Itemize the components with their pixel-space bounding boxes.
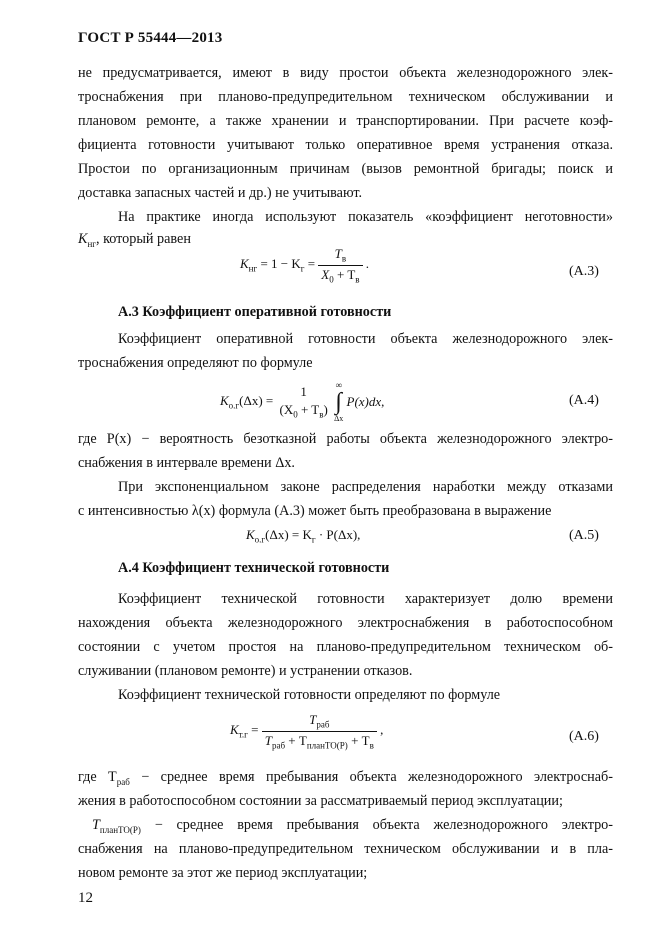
formula-text: .: [365, 256, 370, 272]
formula-subscript: в: [341, 253, 347, 264]
formula-text: + T: [297, 402, 320, 418]
section-heading: А.4 Коэффициент технической готовности: [118, 560, 390, 576]
formula-subscript: г: [300, 263, 305, 274]
formula-text: P(x)dx: [346, 394, 382, 409]
formula-subscript: раб: [316, 719, 330, 730]
text-line: Коэффициент технической готовности определяют по формуле: [118, 687, 501, 703]
formula-subscript: в: [319, 409, 324, 420]
formula-text: ,: [381, 394, 385, 409]
text-line: На практике иногда используют показатель «коэффициент неготовности»: [118, 209, 613, 225]
formula-subscript: в: [355, 274, 360, 285]
formula-symbol: K: [246, 527, 255, 542]
text-line: [92, 816, 613, 839]
text-line: не предусматривается, имеют в виду простои объекта железнодорожного элек-: [78, 65, 613, 81]
formula-text: (X: [279, 402, 294, 418]
text-line: где P(x) − вероятность безотказной работы объекта железнодорожного электро-: [78, 431, 613, 447]
integral-lower: Δx: [334, 414, 344, 423]
formula-symbol: T: [264, 732, 272, 748]
integral-upper: ∞: [335, 380, 342, 390]
text-line: плановом ремонте, а также хранении и транспортировании. При расчете коэф-: [78, 113, 613, 129]
text-line: новом ремонте за этот же период эксплуатации;: [78, 865, 368, 881]
k-symbol: K: [78, 231, 88, 247]
formula-text: + T: [285, 732, 307, 748]
formula-symbol: T: [334, 246, 342, 261]
text-line: состоянии с учетом простоя на планово-предупредительном техническом об-: [78, 639, 613, 655]
formula-a5: [246, 527, 360, 545]
text-line: фициента готовности учитывают только оперативное время устранения отказа.: [78, 137, 613, 153]
formula-subscript: г: [311, 534, 316, 545]
text-line: жения в работоспособном состоянии за рассматриваемый период эксплуатации;: [78, 793, 563, 809]
text-line: троснабжения определяют по формуле: [78, 355, 313, 371]
formula-subscript: в: [369, 740, 374, 751]
formula-subscript: 0: [293, 409, 298, 420]
formula-text: = 1 − K: [257, 256, 301, 272]
integral-sign: ∞ ∫ Δx: [334, 380, 344, 423]
formula-a4: [220, 380, 384, 424]
text-subscript: планТО(Р): [99, 824, 141, 835]
text-line: доставка запасных частей и др.) не учитывают.: [78, 185, 363, 201]
formula-text: (Δx) =: [239, 393, 274, 409]
formula-text: + T: [333, 266, 356, 282]
text-line: Простои по организационным причинам (вызов ремонтной бригады; поиск и: [78, 161, 613, 177]
formula-number: (А.6): [569, 729, 599, 744]
formula-text: =: [304, 256, 319, 272]
formula-text: ,: [380, 722, 384, 738]
k-subscript: нг: [87, 238, 96, 249]
formula-a3: [240, 246, 369, 284]
formula-symbol: K: [220, 393, 229, 409]
text-line: нахождения объекта железнодорожного электроснабжения в работоспособном: [78, 615, 613, 631]
text-fragment: где T: [78, 769, 117, 785]
formula-subscript: о.г: [254, 534, 266, 545]
text-line: служивании (плановом ремонте) и устранении отказов.: [78, 663, 413, 679]
formula-a6: [230, 712, 383, 750]
formula-number: (А.4): [569, 393, 599, 408]
formula-subscript: о.г: [228, 400, 240, 411]
text-fragment: − среднее время пребывания объекта железнодорожного электро-: [140, 817, 613, 833]
formula-text: =: [247, 722, 259, 738]
formula-fraction: [262, 712, 377, 750]
formula-symbol: X: [321, 266, 330, 282]
text-line: снабжения в интервале времени Δx.: [78, 455, 295, 471]
formula-symbol: T: [309, 712, 317, 727]
formula-fraction: [276, 384, 330, 420]
section-heading: А.3 Коэффициент оперативной готовности: [118, 304, 392, 320]
text-line: При экспоненциальном законе распределения наработки между отказами: [118, 479, 613, 495]
formula-subscript: нг: [248, 263, 258, 274]
text-line: с интенсивностью λ(x) формула (А.3) может быть преобразована в выражение: [78, 503, 552, 519]
page-number: 12: [78, 890, 93, 906]
text-subscript: раб: [116, 776, 130, 787]
text-line: [78, 768, 613, 791]
formula-subscript: т.г: [238, 729, 248, 740]
formula-subscript: планТО(Р): [306, 740, 348, 751]
formula-symbol: K: [230, 722, 239, 738]
text-fragment: , который равен: [95, 231, 191, 247]
formula-subscript: 0: [329, 274, 334, 285]
text-line: Коэффициент технической готовности характеризует долю времени: [118, 591, 613, 607]
text-fragment: − среднее время пребывания объекта железнодорожного электроснаб-: [129, 769, 613, 785]
formula-fraction: [318, 246, 362, 284]
formula-subscript: раб: [271, 740, 286, 751]
text-line: снабжения на планово-предупредительном техническом обслуживании и в пла-: [78, 841, 613, 857]
formula-number: (А.5): [569, 528, 599, 543]
formula-text: (Δx) = K: [265, 527, 312, 542]
formula-text: · P(Δx),: [315, 527, 361, 542]
standard-header: ГОСТ Р 55444—2013: [78, 30, 223, 46]
text-fragment: T: [92, 817, 100, 833]
formula-number: (А.3): [569, 264, 599, 279]
formula-numerator: 1: [300, 384, 307, 400]
text-line: троснабжения при планово-предупредительном техническом обслуживании и: [78, 89, 613, 105]
formula-text: ): [323, 402, 328, 418]
text-line: Коэффициент оперативной готовности объекта железнодорожного элек-: [118, 331, 613, 347]
formula-symbol: K: [240, 256, 249, 272]
formula-text: + T: [347, 732, 370, 748]
